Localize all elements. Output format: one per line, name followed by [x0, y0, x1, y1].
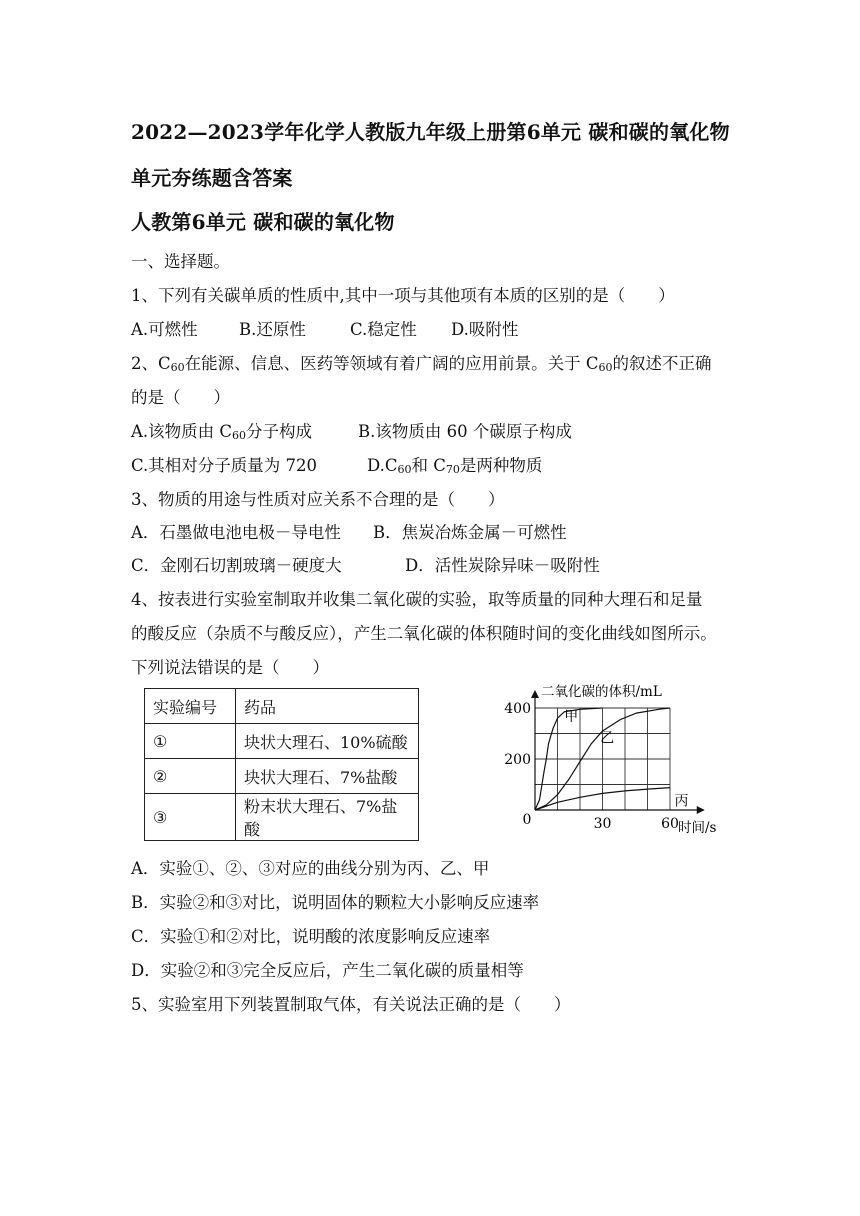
- q2-option-b: B.该物质由 60 个碳原子构成: [358, 422, 572, 441]
- q4-option-b: B．实验②和③对比，说明固体的颗粒大小影响反应速率: [131, 893, 540, 912]
- x-axis-label: 时间/s: [678, 820, 717, 836]
- table-cell: ③: [145, 794, 236, 841]
- y-axis-arrow: [531, 690, 539, 698]
- q4-option-d: D．实验②和③完全反应后，产生二氧化碳的质量相等: [131, 961, 524, 980]
- q2-stem-part2: 在能源、信息、医药等领域有着广阔的应用前景。关于 C: [184, 354, 599, 373]
- table-cell: 块状大理石、10%硫酸: [236, 724, 419, 759]
- experiment-table: [144, 688, 419, 841]
- q2-stem-part3: 的叙述不正确: [612, 354, 712, 373]
- q4-option-c: C．实验①和②对比，说明酸的浓度影响反应速率: [131, 927, 491, 946]
- table-cell: ①: [145, 724, 236, 759]
- q2-options-row1: [131, 418, 572, 442]
- q3-options-row2: [131, 552, 600, 576]
- q2-option-d-text: D.C: [367, 456, 398, 475]
- series-label-乙: 乙: [600, 730, 615, 747]
- q2-stem: [131, 350, 712, 374]
- q2-stem-line2: 的是（ ）: [131, 388, 230, 407]
- doc-title-line1: 2022—2023学年化学人教版九年级上册第6单元 碳和碳的氧化物: [131, 120, 730, 144]
- q2-subscript-60b: 60: [598, 361, 613, 374]
- q1-option-d: D.吸附性: [451, 320, 519, 339]
- x-tick-label: 30: [593, 816, 612, 832]
- q2-option-d-text3: 是两种物质: [459, 456, 543, 475]
- q1-option-c: C.稳定性: [350, 320, 417, 339]
- y-axis-label: 二氧化碳的体积/mL: [541, 684, 662, 700]
- x-axis-arrow: [697, 806, 705, 814]
- origin-label: 0: [522, 812, 532, 828]
- table-row: [145, 759, 419, 794]
- q2-option-a-text2: 分子构成: [246, 422, 313, 441]
- q2-subscript-60: 60: [170, 361, 185, 374]
- q2-option-a: [131, 418, 358, 442]
- chart-labels: [504, 683, 716, 836]
- doc-subtitle: 人教第6单元 碳和碳的氧化物: [131, 210, 395, 234]
- q2-option-d-text2: 和 C: [411, 456, 446, 475]
- q4-stem-line1: 4、按表进行实验室制取并收集二氧化碳的实验，取等质量的同种大理石和足量: [131, 590, 703, 609]
- q4-option-a: A．实验①、②、③对应的曲线分别为丙、乙、甲: [131, 859, 490, 878]
- table-header-cell: 实验编号: [145, 689, 236, 724]
- co2-volume-chart: [504, 678, 717, 838]
- q3-options-row1: [131, 519, 567, 543]
- q3-option-a: A．石墨做电池电极－导电性: [131, 523, 341, 542]
- series-label-甲: 甲: [564, 708, 579, 725]
- q4-stem-line2: 的酸反应（杂质不与酸反应），产生二氧化碳的体积随时间的变化曲线如图所示。: [131, 624, 717, 643]
- x-tick-label: 60: [661, 816, 679, 832]
- table-row: [145, 724, 419, 759]
- doc-title-line2: 单元夯练题含答案: [131, 166, 293, 190]
- q2-option-a-text: A.该物质由 C: [131, 422, 233, 441]
- table-cell: 块状大理石、7%盐酸: [236, 759, 419, 794]
- q3-option-c: C．金刚石切割玻璃－硬度大: [131, 556, 342, 575]
- section-heading: 一、选择题。: [131, 252, 230, 271]
- q2-options-row2: [131, 452, 542, 476]
- table-cell: 粉末状大理石、7%盐酸: [236, 794, 419, 841]
- q2-stem-part1: 2、C: [131, 354, 171, 373]
- q4-stem-line3: 下列说法错误的是（ ）: [131, 658, 329, 677]
- q3-option-d: D．活性炭除异味－吸附性: [405, 556, 600, 575]
- q2-option-a-sub: 60: [232, 429, 247, 442]
- y-tick-label: 200: [504, 752, 531, 768]
- series-label-丙: 丙: [674, 793, 689, 810]
- q3-option-b: B．焦炭冶炼金属－可燃性: [373, 523, 567, 542]
- q1-option-b: B.还原性: [239, 320, 306, 339]
- q2-option-d: [367, 452, 542, 476]
- q1-stem: 1、下列有关碳单质的性质中,其中一项与其他项有本质的区别的是（ ）: [131, 286, 675, 305]
- q2-option-d-sub70: 70: [445, 463, 460, 476]
- q2-option-d-sub60: 60: [397, 463, 412, 476]
- y-tick-label: 400: [504, 701, 531, 717]
- q5-stem: 5、实验室用下列装置制取气体，有关说法正确的是（ ）: [131, 995, 571, 1014]
- q1-options: [131, 316, 518, 340]
- table-cell: ②: [145, 759, 236, 794]
- table-header-cell: 药品: [236, 689, 419, 724]
- q2-option-c: C.其相对分子质量为 720: [131, 456, 318, 475]
- table-header-row: [145, 689, 419, 724]
- table-row: [145, 794, 419, 841]
- q3-stem: 3、物质的用途与性质对应关系不合理的是（ ）: [131, 490, 505, 509]
- q1-option-a: A.可燃性: [131, 320, 198, 339]
